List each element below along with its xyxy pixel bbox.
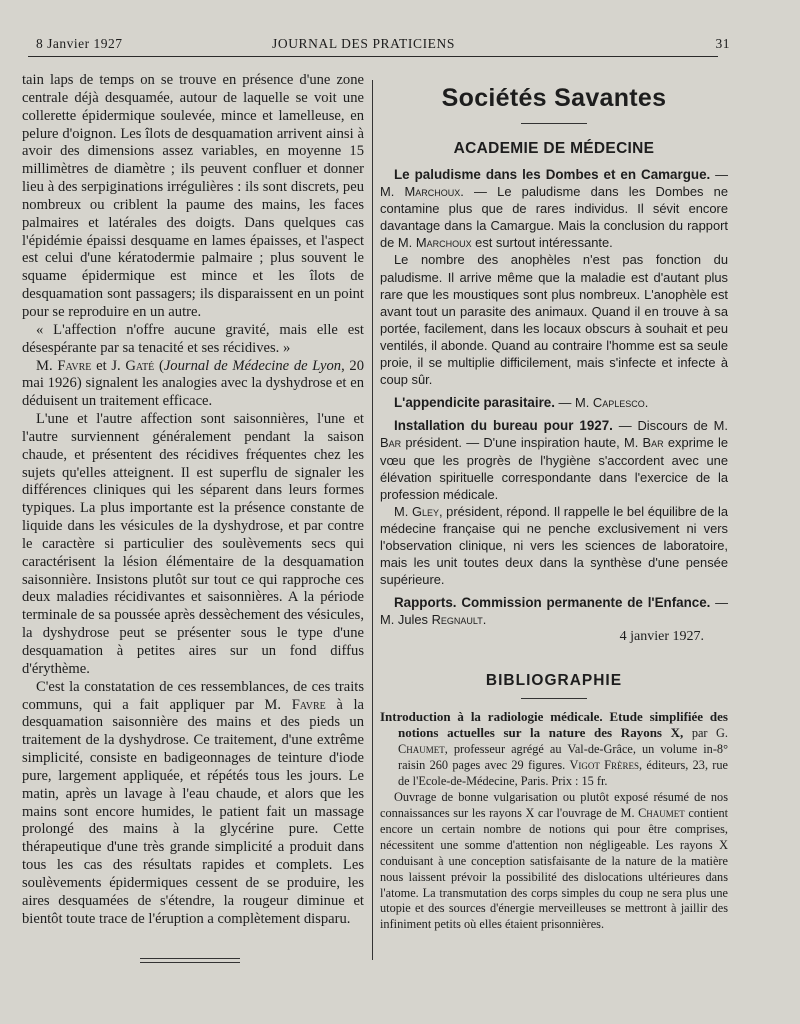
report-title: Rapports. Commission permanente de l'Enfance. [394, 595, 711, 611]
text-run: ( [154, 357, 164, 374]
text-run: Ouvrage de bonne vulgarisation ou plutôt exposé résumé de nos connaissances sur les rayons X car l'ouvrage de M. [380, 790, 728, 820]
author-name: Caplesco [592, 395, 645, 411]
text-run: et J. [91, 357, 126, 374]
text-run: . [644, 395, 649, 411]
academy-reports [380, 166, 728, 646]
report-paludisme [380, 166, 728, 251]
section-rule [521, 123, 587, 124]
text-run: exprime le vœu que les progrès de l'hygiène s'accordent avec une élévation spirituelle correspondante dans l'exercice de la profession médicale. [380, 435, 729, 502]
author-name: Chaumet [638, 805, 685, 820]
author-name: Gaté [125, 357, 155, 374]
left-paragraph-4: L'une et l'autre affection sont saisonnières, l'une et l'autre surviennent généralement pendant la saison chaude, et présentent des récidives fréquentes chez les sujets qu'elles atteignent. Il est superflu de signaler les différences cliniques qui les séparent dans leurs formes typiques. La plus importante est la présence constante de liquide dans les vésicules de la dyshydrose, et par contre le caractère si particulier des soulèvements secs qui caractérisent la lésion élémentaire de la desquamation saisonnière. Insistons plutôt sur tout ce qui rapproche ces deux maladies récidivantes et saisonnières. A la période terminale de sa poussée après dessèchement des vésicules, la dyshydrose peut se présenter sous le type d'une desquamation à petites aires sur un fond diffus d'érythème. [22, 411, 364, 677]
text-run: C'est la constatation de ces ressemblances, de ces traits communs, qui a fait appliquer par M. [22, 678, 364, 713]
book-reference [380, 709, 728, 791]
header-journal-title: JOURNAL DES PRATICIENS [272, 36, 455, 51]
author-name: Favre [57, 357, 92, 374]
text-run: — M. Jules [380, 595, 728, 628]
left-paragraph-5 [22, 679, 364, 929]
text-run: contient encore un certain nombre de notions qui pour être comprises, nécessitent une somme d'attention non négligeable. Les rayons X conduisant à une conception satisfaisante de la nature de la matière nous laissent prévoir la possibilité des dislocations ultérieures dans l'atome. La transmutation des corps simples du coup ne sera plus une utopie et des sources d'énergie merveilleuses se mettront à jaillir des infiniment petits où elles étaient prisonnières. [380, 805, 729, 932]
header-date: 8 Janvier 1927 [36, 36, 123, 51]
author-name: Chaumet [398, 742, 445, 757]
text-run: , éditeurs, 23, rue de l'Ecole-de-Médecine, Paris. Prix : 15 fr. [398, 758, 729, 789]
right-column [380, 72, 728, 933]
author-name: Marchoux [415, 235, 472, 251]
author-name: Bar [642, 435, 664, 451]
left-paragraph-1: tain laps de temps on se trouve en présence d'une zone centrale déjà desquamée, autour de laquelle se voit une collerette épidermique soulevée, mince et lamelleuse, en pelure d'oignon. Les îlots de desquamation arrivent ainsi à avoir des dimensions assez variables, en moyenne 15 millimètres de diamètre ; ils peuvent confluer et donner lieu à des serpiginations irrégulières : ils sont discrets, peu nombreux ou criblent la paume des mains, les faces palmaires et latérales des doigts. Dans quelques cas l'épidémie épaissi desquame en lames épaisses, et l'aspect est celui d'une kératodermie palmaire ; plus souvent le squame épidermique est mince et les îlots de desquamation sont passagers; ils disparaissent en un point pour se reproduire en un autre. [22, 72, 364, 320]
report-installation [380, 417, 728, 502]
header-rule [28, 56, 718, 57]
left-quote: « L'affection n'offre aucune gravité, mais elle est désespérante par sa tenacité et ses récidives. » [22, 321, 364, 356]
publisher-name: Vigot Frères [569, 758, 640, 773]
author-name: Marchoux [404, 184, 461, 200]
author-name: Bar [380, 435, 402, 451]
report-title: Installation du bureau pour 1927. [394, 418, 613, 434]
report-installation-2 [380, 503, 728, 588]
bibliography-rule [521, 698, 587, 699]
report-appendicite [380, 394, 728, 411]
report-title: L'appendicite parasitaire. [394, 395, 555, 411]
report-rapports [380, 594, 728, 628]
text-run: président. — D'une inspiration haute, M. [401, 435, 643, 451]
book-review [380, 790, 728, 933]
text-run: , professeur agrégé au Val-de-Grâce, un volume in-8° raisin 260 pages avec 29 figures. [398, 742, 728, 773]
book-title: Introduction à la radiologie médicale. Etude simplifiée des notions actuelles sur la nature des Rayons X, [380, 708, 728, 741]
left-column [22, 72, 364, 929]
page-header [28, 36, 730, 56]
bibliography-entry [380, 709, 728, 934]
text-run: — Discours de M. [612, 418, 728, 434]
report-paludisme-2: Le nombre des anophèles n'est pas fonction du paludisme. Il arrive même que la maladie est d'autant plus rare que les moustiques sont plus nombreux. L'anophèle est avant tout un parasite des animaux. Quand il en trouve à sa portée, facilement, dans les locaux obscurs à souhait et peu ventilés, il abonde. Quand au contraire l'homme est sa seule proie, il se multiplie difficilement, mais s'infecte et infecte à coup sûr. [380, 252, 728, 388]
header-page-number: 31 [715, 36, 730, 51]
text-run: , 20 mai 1926) signalent les analogies avec la dyshydrose et en déduisent un traitement efficace. [22, 357, 365, 410]
text-run: — M. [380, 167, 728, 200]
author-name: Regnault [431, 612, 483, 628]
author-name: Favre [291, 696, 326, 713]
report-dateline: 4 janvier 1927. [619, 629, 704, 645]
journal-citation: Journal de Médecine de Lyon [163, 357, 342, 374]
left-paragraph-3 [22, 358, 364, 412]
section-title: Sociétés Savantes [441, 84, 667, 112]
report-title: Le paludisme dans les Dombes et en Camargue. [394, 167, 711, 182]
text-run: — M. [554, 395, 593, 411]
text-run: . — Le paludisme dans les Dombes ne contamine plus que de rares individus. Il sévit encore davantage dans la Camargue. Mais la conclusion du rapport de M. [380, 184, 728, 251]
text-run: , président, répond. Il rappelle le bel équilibre de la médecine française qui ne penche exclusivement ni vers l'observation clinique, ni vers les sciences de laboratoire, mais les unit toutes deux dans la synthèse d'une pensée supérieure. [380, 503, 729, 588]
text-run: M. [394, 503, 412, 519]
column-divider [372, 80, 373, 960]
text-run: par G. [683, 726, 728, 741]
author-name: Gley [411, 503, 439, 519]
text-run: est surtout intéressante. [471, 235, 613, 251]
bibliography-title: BIBLIOGRAPHIE [485, 671, 623, 689]
left-end-rule [140, 958, 240, 963]
text-run: à la desquamation saisonnière des mains et des pieds un traitement de la dyshydrose. Ce traitement, d'une extrême simplicité, consiste en badigeonnages de teinture d'iode pure, largement appliquée, et répétés tous les jours. Le matin, après un lavage à l'eau chaude, et alors que les mains sont encore humides, le patient fait un massage prolongé des mains à la glycérine pure. Cette thérapeutique d'une très grande simplicité a produit dans tous les cas des résultats rapides et complets. Les soulèvements épidermiques cessent de se produire, les aires desquamées de s'étendre, la rougeur diminue et bientôt toute trace de l'éruption a complètement disparu. [22, 696, 364, 927]
text-run: . [482, 612, 487, 628]
academy-title: ACADEMIE DE MÉDECINE [453, 140, 655, 157]
text-run: M. [36, 357, 58, 374]
